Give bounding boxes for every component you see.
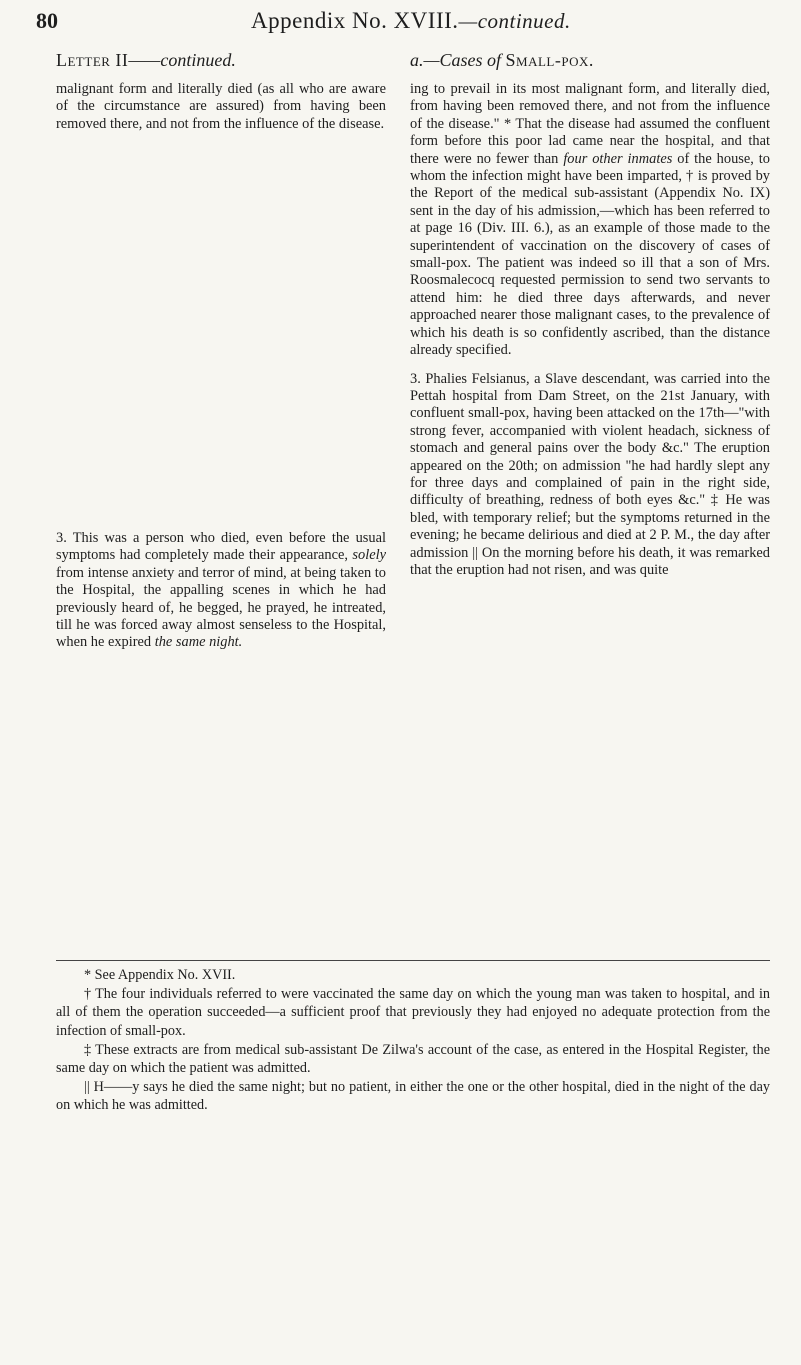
footnote-mark: †: [84, 986, 92, 1003]
footnote: [56, 1078, 770, 1114]
right-paragraph-2: 3. Phalies Felsianus, a Slave descendant, was carried into the Pettah hospital from Dam Street, on the 21st January, with confluent small-pox, having been attacked on the 17th—"with strong fever, accompanied with violent headach, sickness of stomach and general pains over the body &c." The eruption appeared on the 20th; on admission "he had hardly slept any for three days and complained of pain in the right side, difficulty of breathing, redness of both eyes &c." ‡ He was bled, with temporary relief; but the symptoms returned in the evening; he became delirious and died at 2 P. M., the day after admission || On the morning before his death, it was remarked that the eruption had not risen, and was quite: [410, 370, 770, 578]
right-heading-of: of: [487, 50, 502, 70]
left-paragraph-2: [56, 530, 386, 652]
footnote-text: These extracts are from medical sub-assistant De Zilwa's account of the case, as entered in the Hospital Register, the same day on which the patient was admitted.: [56, 1041, 770, 1077]
right-column: [410, 50, 770, 579]
page-number: 80: [36, 8, 58, 33]
running-head: [36, 8, 773, 42]
right-para1-emphasis: four other inmates: [563, 150, 673, 167]
footnote: [56, 966, 770, 984]
footnote-text: The four individuals referred to were vaccinated the same day on which the young man was taken to hospital, and in all of them the operation succeeded—a sufficient proof that previously they had enjoyed no adequate protection from the infection of small-pox.: [56, 986, 770, 1039]
footnote-text: See Appendix No. XVII.: [94, 967, 236, 983]
left-para2-part-a: 3. This was a person who died, even before the usual symptoms had completely made their appearance,: [56, 530, 386, 564]
right-para1-part-a: ing to prevail in its most malignant form, and literally died, from having been removed there, and not from the influence of the disease." * That the disease had assumed the confluent form before this poor lad came near the hospital, and that there were no fewer than: [410, 81, 770, 167]
left-column: [56, 50, 386, 133]
right-column-heading: [410, 50, 770, 71]
right-heading-b: Small-pox.: [505, 50, 594, 70]
left-para2-part-c: from intense anxiety and terror of mind, at being taken to the Hospital, the appalling scenes in which he had previously heard of, he begged, he prayed, he intreated, till he was forced away almost senseless to the Hospital, when he expired: [56, 564, 386, 651]
right-para1-part-c: of the house, to whom the infection might have been imparted, † is proved by the Report of the medical sub-assistant (Appendix No. IX) sent in the day of his admission,—which has been referred to at page 16 (Div. III. 6.), as an example of those made to the superintendent of vaccination on the discovery of cases of small-pox. The patient was indeed so ill that a son of Mrs. Roosmalecocq requested permission to send two servants to attend him: he died three days afterwards, and never approached nearer those malignant cases, to the prevalence of which his death is so confidently ascribed, than the distance already specified.: [410, 150, 770, 359]
left-para2-emphasis-solely: solely: [352, 547, 386, 564]
left-heading-continued: ——continued.: [128, 50, 236, 70]
footnote-rule: [56, 960, 770, 961]
left-column-heading: [56, 50, 386, 71]
footnote-mark: ||: [84, 1079, 90, 1096]
footnotes: [56, 966, 770, 1116]
left-para2-emphasis-same-night: the same night.: [154, 634, 243, 651]
footnote-mark: ‡: [84, 1041, 92, 1058]
right-heading-a: a.—Cases: [410, 50, 483, 70]
footnote: [56, 985, 770, 1040]
left-heading-main: Letter II: [56, 50, 129, 70]
left-paragraph-2-block: [56, 530, 386, 652]
appendix-title-main: Appendix No. XVIII.: [251, 8, 459, 33]
footnote-mark: *: [84, 967, 92, 983]
footnote: [56, 1041, 770, 1077]
appendix-title-continued: —continued.: [458, 9, 571, 33]
footnote-text: H——y says he died the same night; but no patient, in either the one or the other hospital, died in the night of the day on which he was admitted.: [56, 1079, 770, 1114]
left-paragraph-1: malignant form and literally died (as all who are aware of the circumstance are assured) from having been removed there, and not from the influence of the disease.: [56, 81, 386, 132]
appendix-title: [251, 8, 571, 34]
right-paragraph-1: [410, 81, 770, 360]
